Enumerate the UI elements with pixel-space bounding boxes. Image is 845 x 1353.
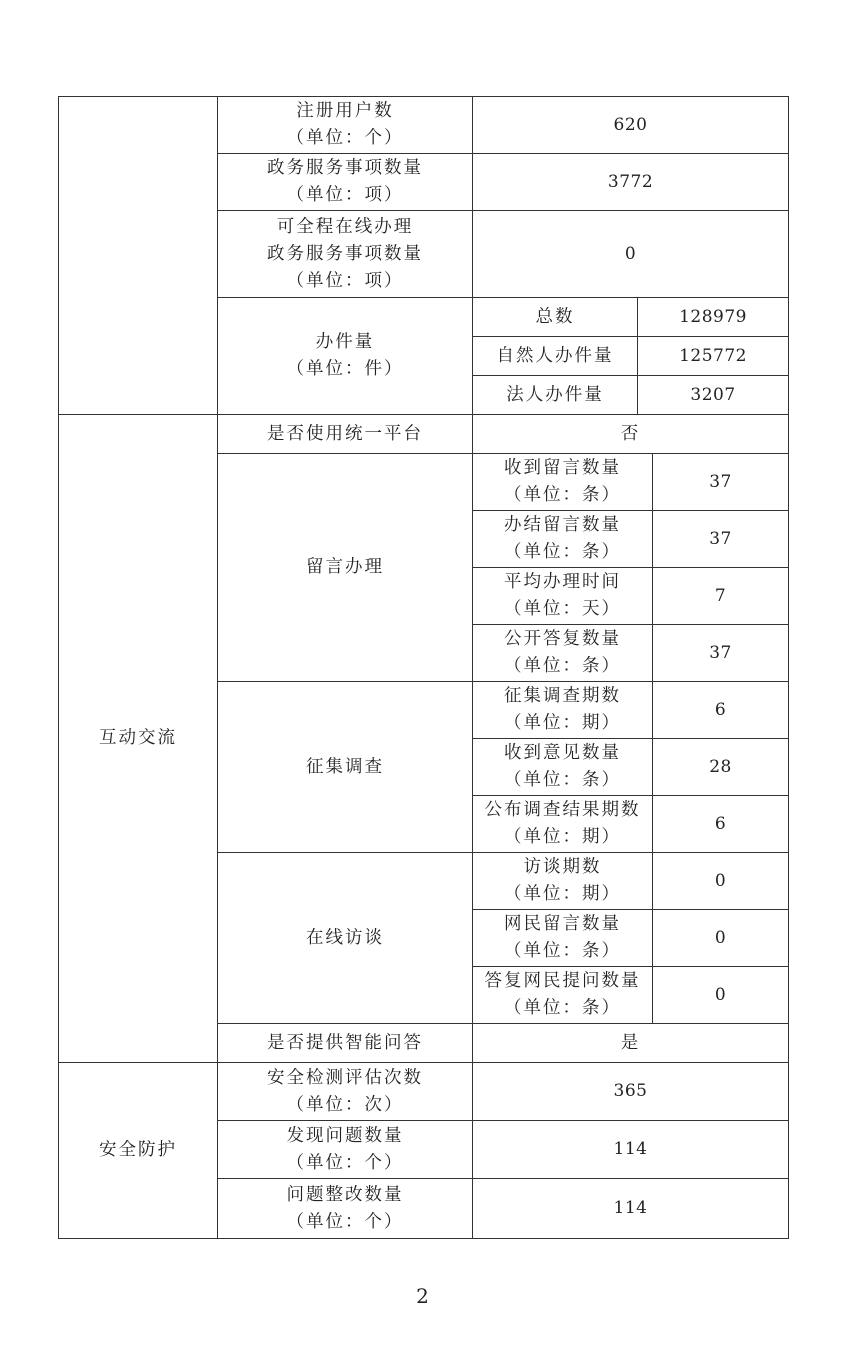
sub-item-value: 37 [653,454,789,511]
group-label: 留言办理 [218,454,473,682]
category-cell-empty [59,97,218,415]
item-value: 3772 [473,154,789,211]
item-value: 0 [473,211,789,298]
table-row [59,415,789,454]
sub-item-label: 法人办件量 [473,376,638,415]
sub-item-label: 平均办理时间 （单位：天） [473,568,653,625]
item-label: 办件量 （单位：件） [218,298,473,415]
sub-item-label: 总数 [473,298,638,337]
sub-item-value: 128979 [638,298,789,337]
sub-item-value: 6 [653,796,789,853]
sub-item-label: 征集调查期数 （单位：期） [473,682,653,739]
sub-item-label: 收到留言数量 （单位：条） [473,454,653,511]
sub-item-label: 办结留言数量 （单位：条） [473,511,653,568]
item-label: 是否提供智能问答 [218,1024,473,1063]
group-label: 征集调查 [218,682,473,853]
item-label: 可全程在线办理 政务服务事项数量 （单位：项） [218,211,473,298]
item-value: 114 [473,1179,789,1239]
sub-item-value: 0 [653,853,789,910]
item-label: 注册用户数 （单位：个） [218,97,473,154]
sub-item-value: 0 [653,967,789,1024]
item-value: 114 [473,1121,789,1179]
page-number: 2 [416,1284,429,1308]
sub-item-value: 125772 [638,337,789,376]
item-label: 政务服务事项数量 （单位：项） [218,154,473,211]
sub-item-label: 网民留言数量 （单位：条） [473,910,653,967]
table-row [59,1063,789,1121]
item-label: 安全检测评估次数 （单位：次） [218,1063,473,1121]
sub-item-label: 公布调查结果期数 （单位：期） [473,796,653,853]
sub-item-label: 公开答复数量 （单位：条） [473,625,653,682]
sub-item-label: 访谈期数 （单位：期） [473,853,653,910]
group-label: 在线访谈 [218,853,473,1024]
sub-item-value: 37 [653,625,789,682]
sub-item-value: 3207 [638,376,789,415]
item-label: 问题整改数量 （单位：个） [218,1179,473,1239]
item-value: 365 [473,1063,789,1121]
table-row [59,97,789,154]
sub-item-value: 0 [653,910,789,967]
sub-item-label: 答复网民提问数量 （单位：条） [473,967,653,1024]
item-value: 620 [473,97,789,154]
statistics-table [58,96,789,1239]
sub-item-value: 7 [653,568,789,625]
item-value: 否 [473,415,789,454]
sub-item-value: 28 [653,739,789,796]
sub-item-value: 37 [653,511,789,568]
sub-item-label: 收到意见数量 （单位：条） [473,739,653,796]
category-cell: 安全防护 [59,1063,218,1239]
category-cell: 互动交流 [59,415,218,1063]
item-label: 是否使用统一平台 [218,415,473,454]
sub-item-label: 自然人办件量 [473,337,638,376]
item-label: 发现问题数量 （单位：个） [218,1121,473,1179]
sub-item-value: 6 [653,682,789,739]
item-value: 是 [473,1024,789,1063]
